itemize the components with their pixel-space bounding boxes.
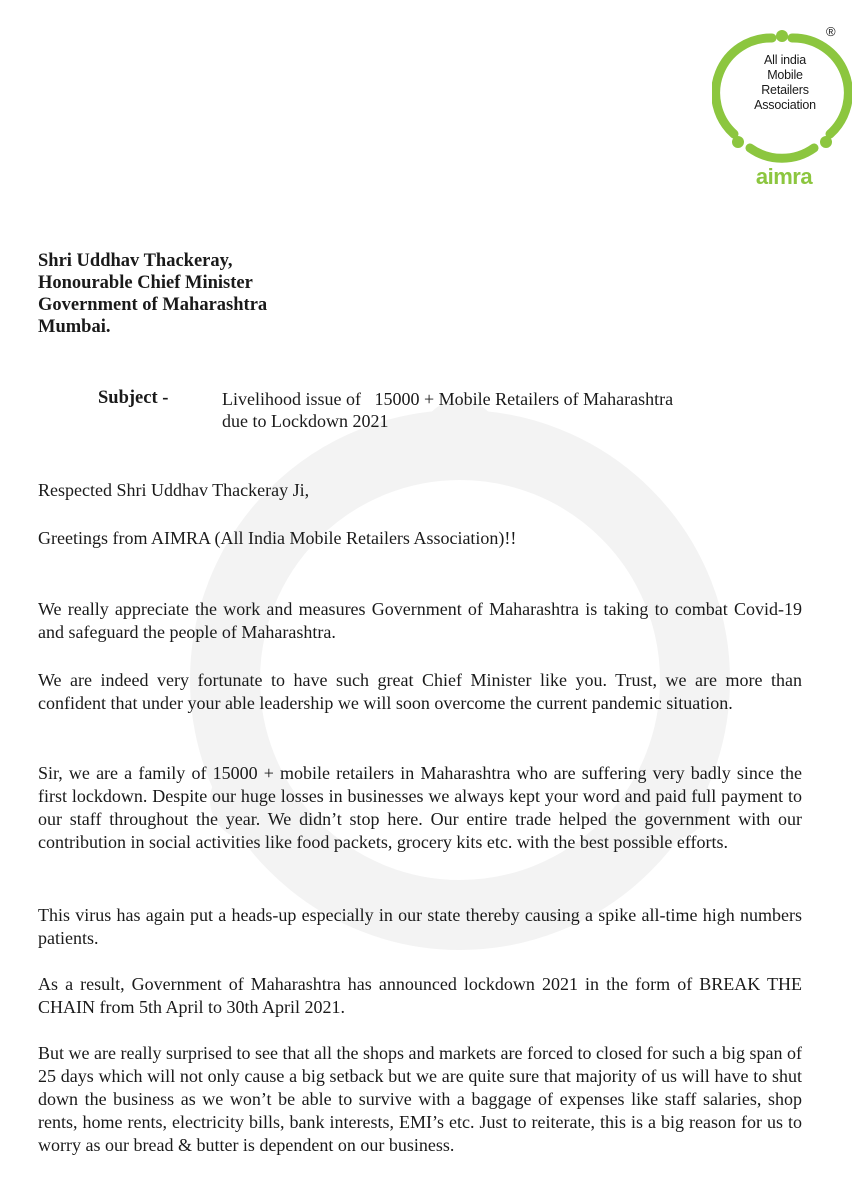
subject-line: Livelihood issue of 15000 + Mobile Retailers of Maharashtra bbox=[222, 389, 674, 409]
logo-text bbox=[744, 53, 826, 113]
salutation: Respected Shri Uddhav Thackeray Ji, bbox=[38, 480, 310, 500]
body-paragraph: We really appreciate the work and measures Government of Maharashtra is taking to combat Covid-19 and safeguard the people of Maharashtra. bbox=[38, 599, 802, 642]
greeting: Greetings from AIMRA (All India Mobile Retailers Association)!! bbox=[38, 528, 517, 548]
address-line: Government of Maharashtra bbox=[38, 295, 268, 315]
body-paragraph: This virus has again put a heads-up especially in our state thereby causing a spike all-time high numbers patients. bbox=[38, 905, 802, 948]
logo-line: All india bbox=[764, 53, 806, 67]
subject-label: Subject - bbox=[98, 388, 169, 408]
registered-mark: ® bbox=[826, 24, 836, 39]
subject-text bbox=[222, 388, 782, 432]
recipient-address bbox=[38, 250, 267, 338]
body-paragraph: Sir, we are a family of 15000 + mobile retailers in Maharashtra who are suffering very badly since the first lockdown. Despite our huge losses in businesses we always kept your word and paid full payment to our staff throughout the year. We didn’t stop here. Our entire trade helped the government with our contribution in social activities like food packets, grocery kits etc. with the best possible efforts. bbox=[38, 763, 802, 852]
address-line: Shri Uddhav Thackeray, bbox=[38, 251, 233, 271]
address-line: Mumbai. bbox=[38, 317, 111, 337]
logo-line: Association bbox=[754, 98, 816, 112]
logo-brand: aimra bbox=[755, 164, 813, 189]
body-paragraph: As a result, Government of Maharashtra has announced lockdown 2021 in the form of BREAK THE CHAIN from 5th April to 30th April 2021. bbox=[38, 974, 802, 1017]
logo-line: Mobile bbox=[767, 68, 803, 82]
body-paragraph: We are indeed very fortunate to have such great Chief Minister like you. Trust, we are more than confident that under your able leadership we will soon overcome the current pandemic situation. bbox=[38, 670, 802, 713]
logo-line: Retailers bbox=[761, 83, 809, 97]
subject-line: due to Lockdown 2021 bbox=[222, 411, 389, 431]
body-paragraph: But we are really surprised to see that all the shops and markets are forced to closed for such a big span of 25 days which will not only cause a big setback but we are quite sure that majority of us will have to shut down the business as we won’t be able to survive with a baggage of expenses like staff salaries, shop rents, home rents, electricity bills, bank interests, EMI’s etc. Just to reiterate, this is a big reason for us to worry as our bread & butter is dependent on our business. bbox=[38, 1043, 802, 1155]
address-line: Honourable Chief Minister bbox=[38, 273, 253, 293]
